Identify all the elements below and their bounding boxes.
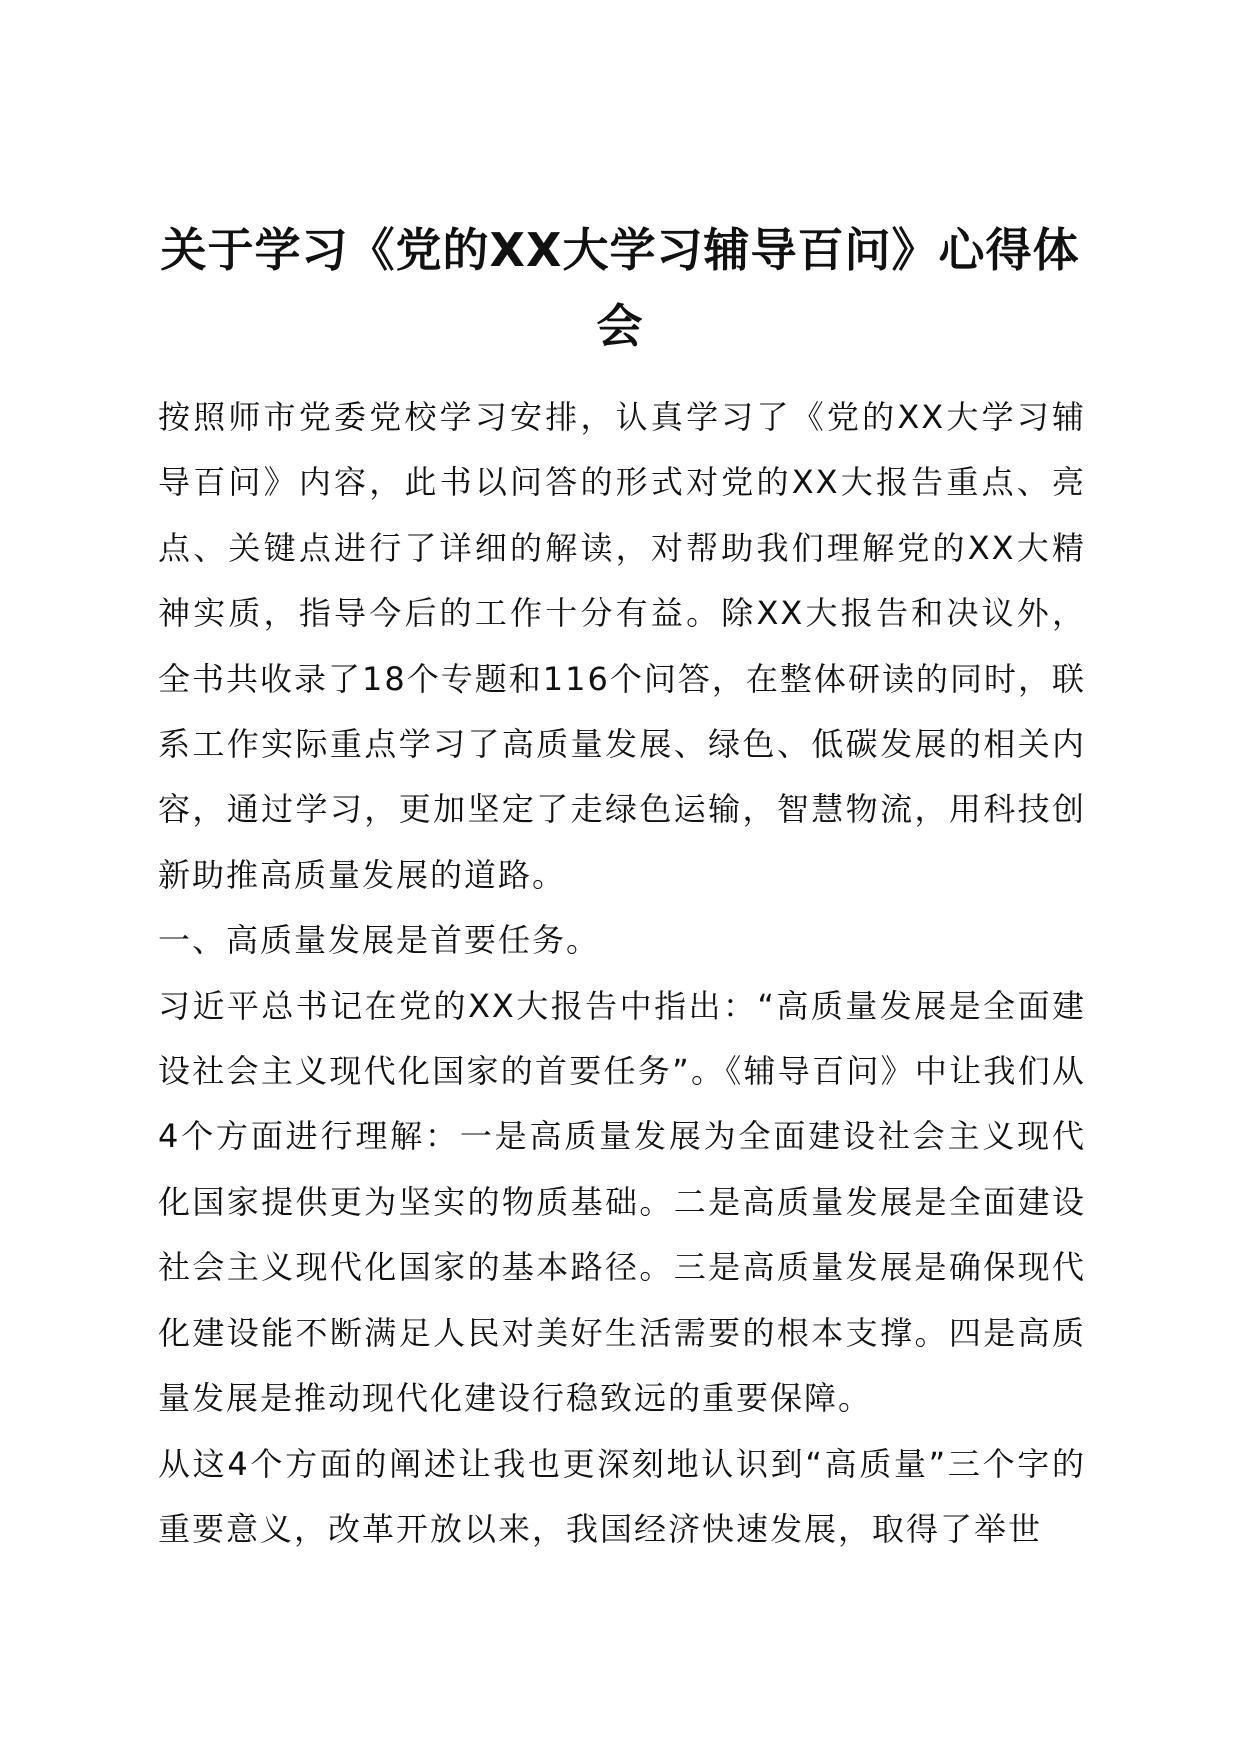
paragraph-intro: 按照师市党委党校学习安排，认真学习了《党的XX大学习辅导百问》内容，此书以问答的形式对党的XX大报告重点、亮点、关键点进行了详细的解读，对帮助我们理解党的XX大精神实质，指导今后的工作十分有益。除XX大报告和决议外，全书共收录了18个专题和116个问答，在整体研读的同时，联系工作实际重点学习了高质量发展、绿色、低碳发展的相关内容，通过学习，更加坚定了走绿色运输，智慧物流，用科技创新助推高质量发展的道路。 (158, 398, 1086, 894)
section-heading-1: 一、高质量发展是首要任务。 (158, 921, 601, 960)
paragraph-section-1: 习近平总书记在党的XX大报告中指出：“高质量发展是全面建设社会主义现代化国家的首要任务”。《辅导百问》中让我们从4个方面进行理解：一是高质量发展为全面建设社会主义现代化国家提供更为坚实的物质基础。二是高质量发展是全面建设社会主义现代化国家的基本路径。三是高质量发展是确保现代化建设能不断满足人民对美好生活需要的根本支撑。四是高质量发展是推动现代化建设行稳致远的重要保障。 (158, 986, 1086, 1418)
document-title: 关于学习《党的XX大学习辅导百问》心得体会 (160, 223, 1080, 353)
document-body (158, 385, 1086, 1562)
paragraph-reflection: 从这4个方面的阐述让我也更深刻地认识到“高质量”三个字的重要意义，改革开放以来，我国经济快速发展，取得了举世 (158, 1444, 1086, 1548)
